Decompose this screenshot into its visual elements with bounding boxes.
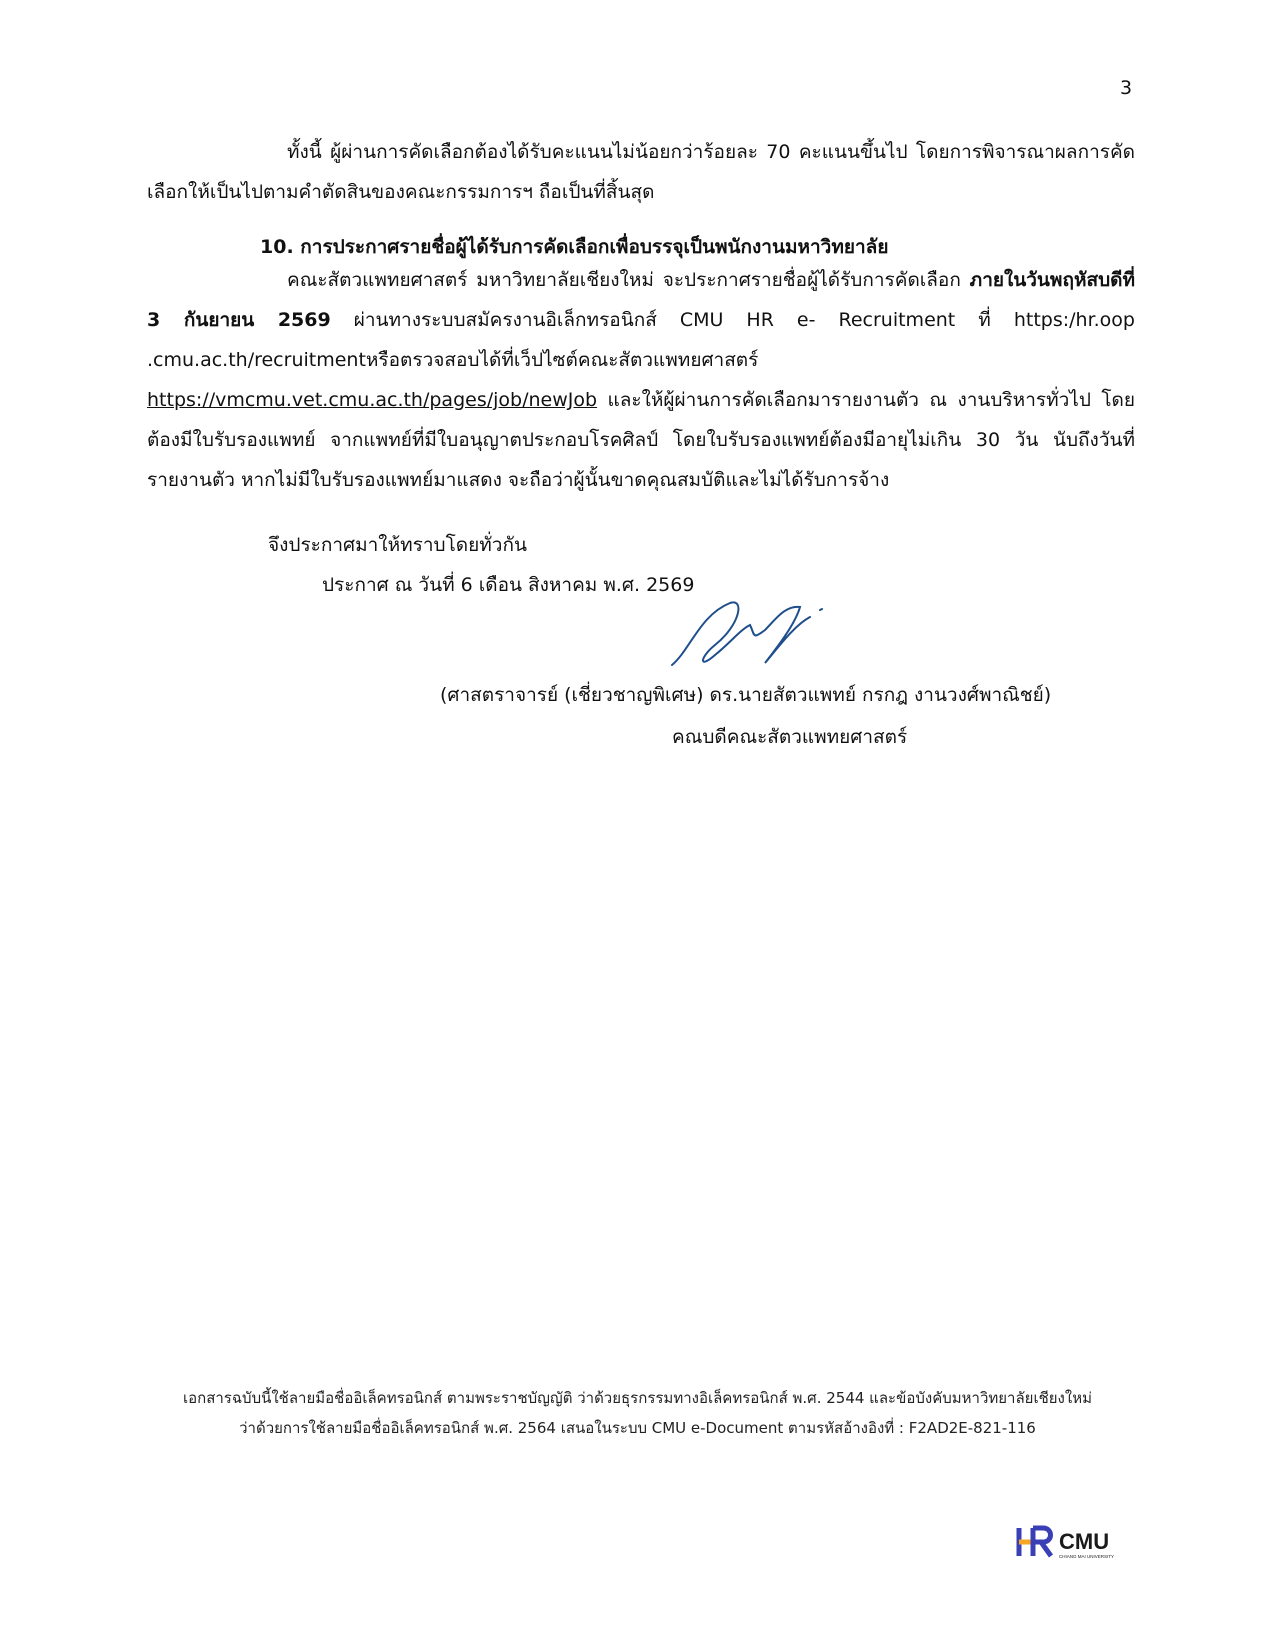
- page-number: 3: [1120, 77, 1133, 99]
- job-page-link[interactable]: https://vmcmu.vet.cmu.ac.th/pages/job/newJob: [147, 389, 598, 411]
- section-10-recruitment-text: ผ่านทางระบบสมัครงานอิเล็กทรอนิกส์ CMU HR e- Recruitment ที่ https:/hr.oop .cmu.ac.th/recruitmentหรือตรวจสอบได้ที่เว็ปไซต์คณะสัตวแพทยศาสตร์: [147, 309, 1135, 371]
- handwritten-signature: [670, 595, 870, 675]
- section-10-report-text: และให้ผู้ผ่านการคัดเลือกมารายงานตัว ณ งานบริหารทั่วไป โดยต้องมีใบรับรองแพทย์ จากแพทย์ที่มีใบอนุญาตประกอบโรคศิลป์ โดยใบรับรองแพทย์ต้องมีอายุไม่เกิน 30 วัน นับถึงวันที่รายงานตัว หากไม่มีใบรับรองแพทย์มาแสดง จะถือว่าผู้นั้นขาดคุณสมบัติและไม่ได้รับการจ้าง: [147, 389, 1135, 491]
- hr-cmu-logo: [1015, 1522, 1135, 1562]
- section-10-heading: 10. การประกาศรายชื่อผู้ได้รับการคัดเลือกเพื่อบรรจุเป็นพนักงานมหาวิทยาลัย: [260, 236, 889, 258]
- closing-announcement: จึงประกาศมาให้ทราบโดยทั่วกัน: [268, 534, 527, 556]
- svg-text:CMU: CMU: [1059, 1529, 1110, 1554]
- footer-legal-line-2: ว่าด้วยการใช้ลายมือชื่ออิเล็คทรอนิกส์ พ.ศ. 2564 เสนอในระบบ CMU e-Document ตามรหัสอ้างอิงที่ : F2AD2E-821-116: [239, 1419, 1036, 1437]
- section-10-intro: คณะสัตวแพทยศาสตร์ มหาวิทยาลัยเชียงใหม่ จะประกาศรายชื่อผู้ได้รับการคัดเลือก: [287, 269, 970, 291]
- signer-title: คณบดีคณะสัตวแพทยศาสตร์: [672, 726, 908, 748]
- svg-text:CHIANG MAI UNIVERSITY: CHIANG MAI UNIVERSITY: [1059, 1554, 1115, 1559]
- paragraph-passing-score: ทั้งนี้ ผู้ผ่านการคัดเลือกต้องได้รับคะแนนไม่น้อยกว่าร้อยละ 70 คะแนนขึ้นไป โดยการพิจารณาผลการคัดเลือกให้เป็นไปตามคำตัดสินของคณะกรรมการฯ ถือเป็นที่สิ้นสุด: [147, 141, 1135, 203]
- announcement-date-line: ประกาศ ณ วันที่ 6 เดือน สิงหาคม พ.ศ. 2569: [322, 574, 695, 596]
- signer-name: (ศาสตราจารย์ (เชี่ยวชาญพิเศษ) ดร.นายสัตวแพทย์ กรกฎ งานวงศ์พาณิชย์): [440, 684, 1052, 706]
- announcement-date: ภายในวันพฤหัสบดีที่ 3 กันยายน 2569: [147, 269, 1135, 331]
- footer-legal-line-1: เอกสารฉบับนี้ใช้ลายมือชื่ออิเล็คทรอนิกส์ ตามพระราชบัญญัติ ว่าด้วยธุรกรรมทางอิเล็คทรอนิกส์ พ.ศ. 2544 และข้อบังคับมหาวิทยาลัยเชียงใหม่: [182, 1389, 1092, 1407]
- section-10-body: [147, 260, 1135, 500]
